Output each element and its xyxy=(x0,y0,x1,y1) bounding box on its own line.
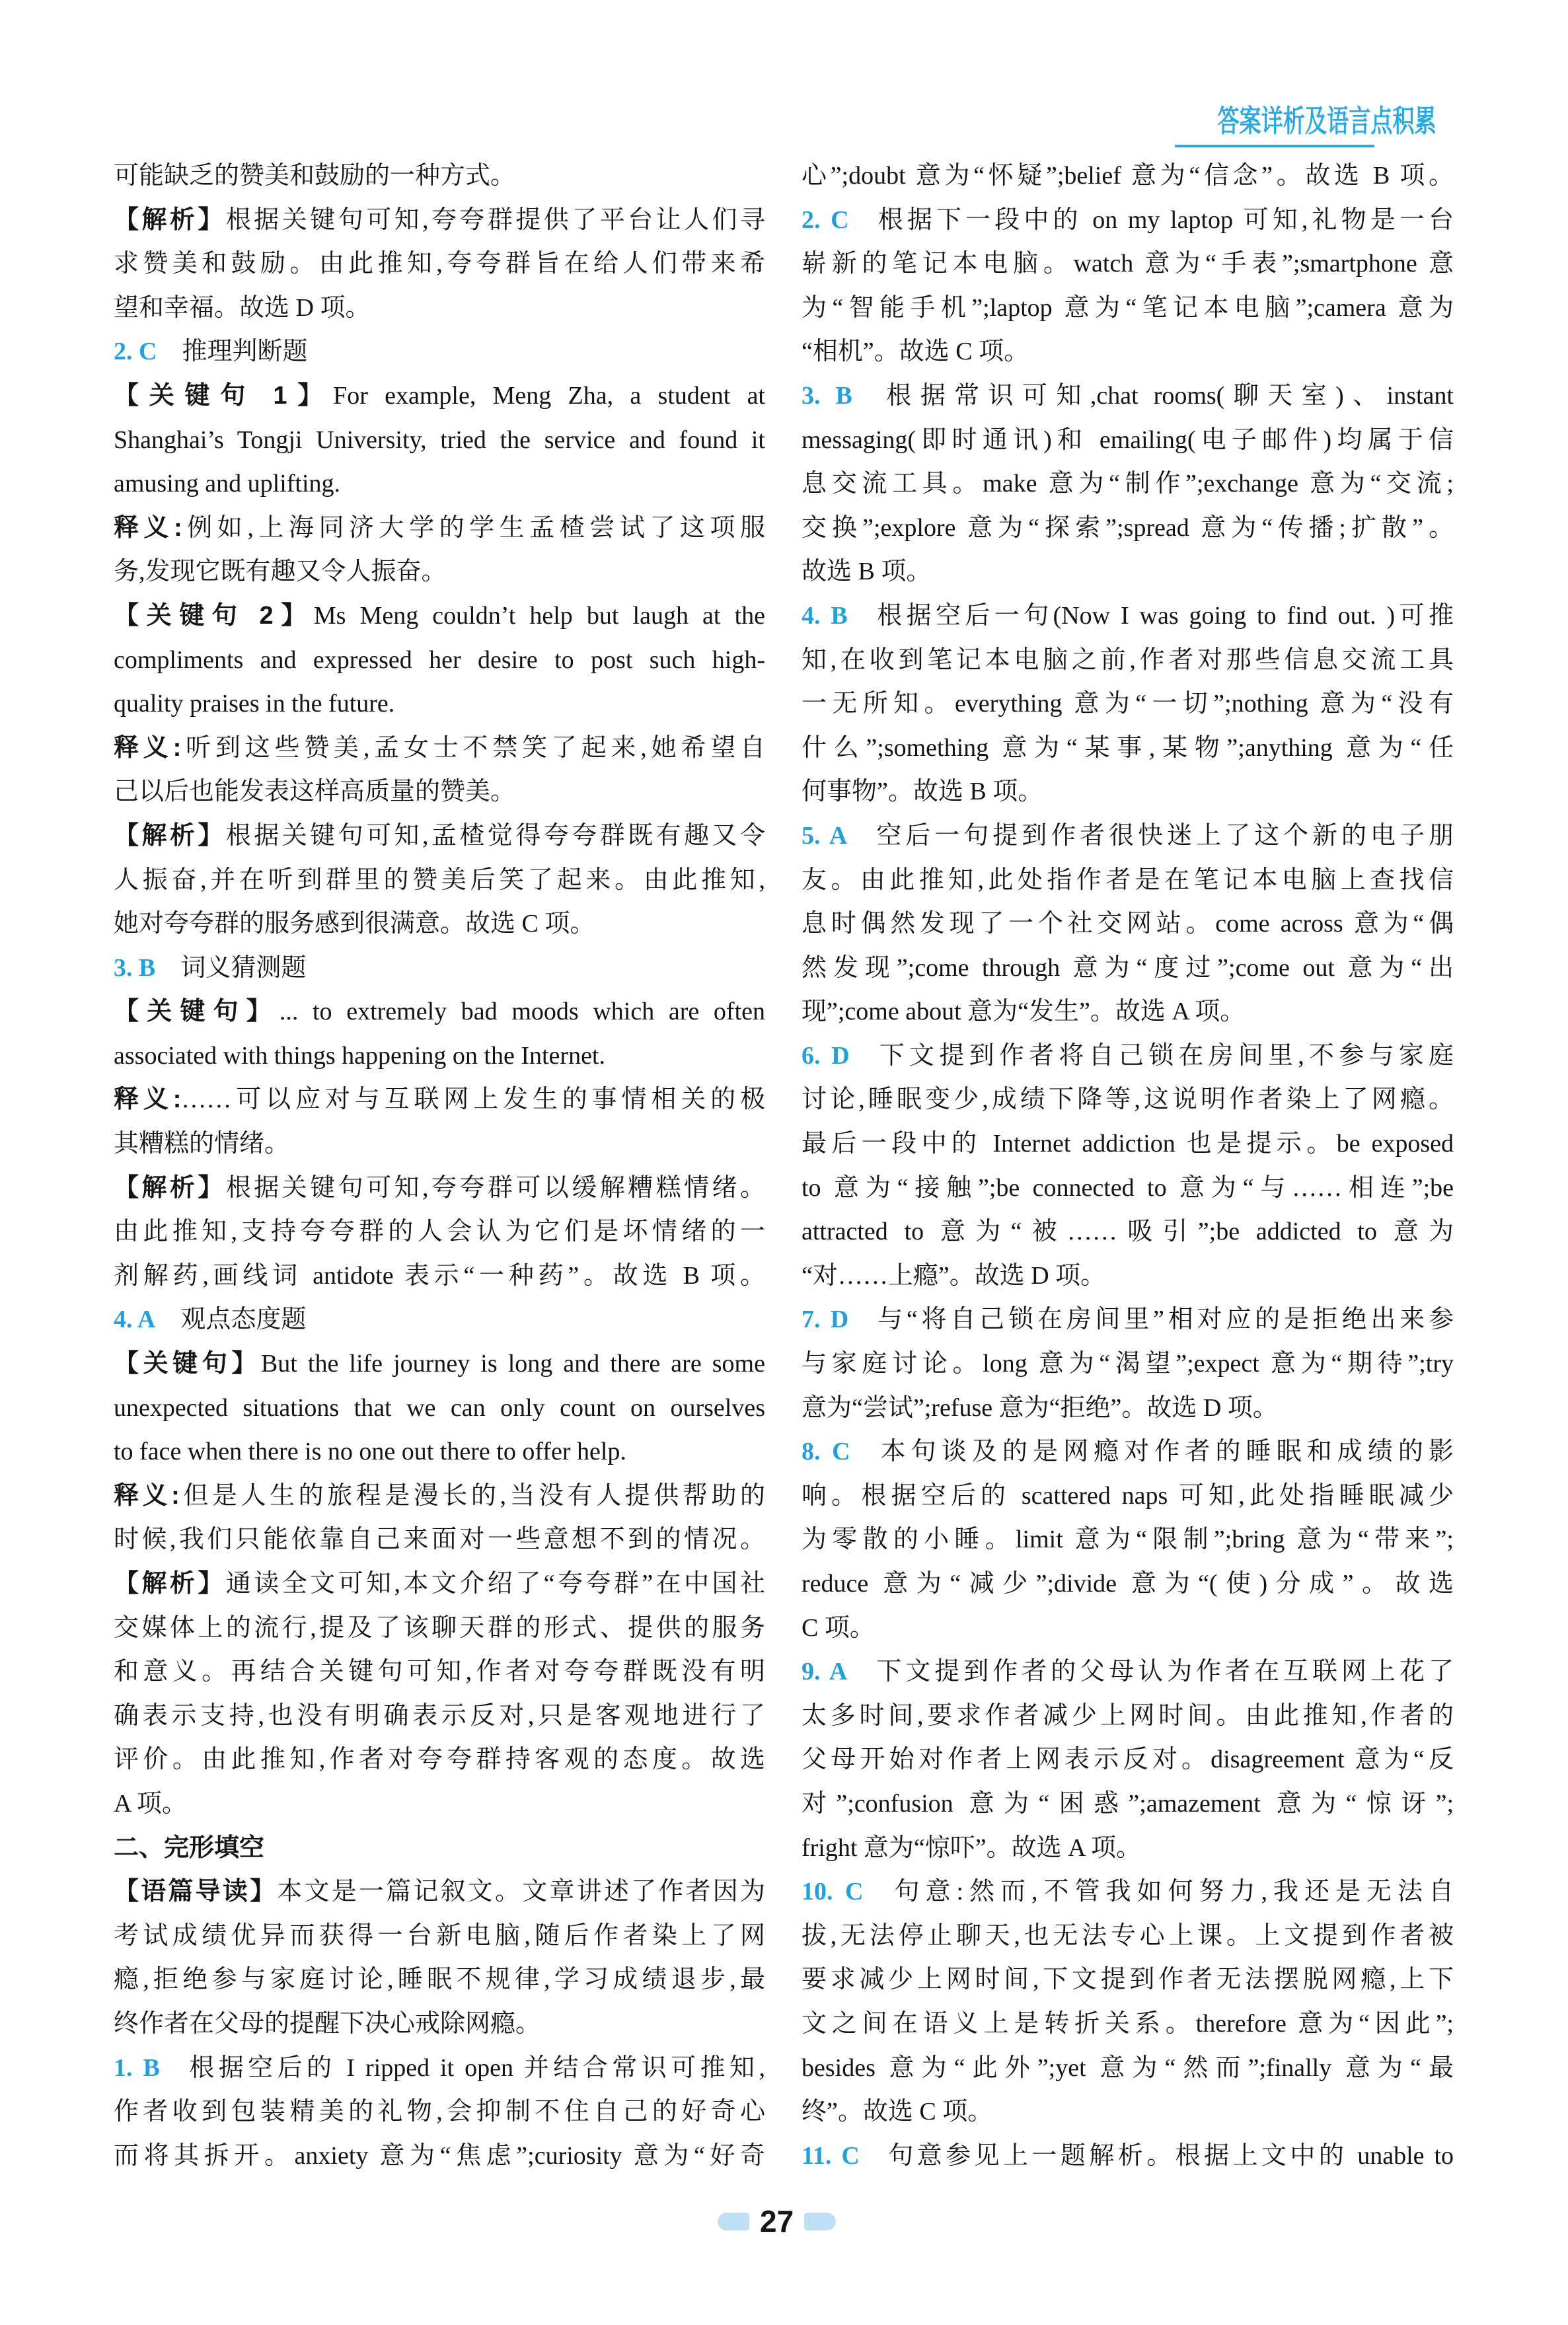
text-run: 文之间在语义上是转折关系。therefore 意为“因此”; xyxy=(802,2009,1454,2038)
text-run: 可能缺乏的赞美和鼓励的一种方式。 xyxy=(114,162,516,190)
text-run: “对……上瘾”。故选 D 项。 xyxy=(802,1261,1106,1290)
text-line xyxy=(114,902,765,946)
text-run: 为“智能手机”;laptop 意为“笔记本电脑”;camera 意为 xyxy=(802,293,1454,322)
text-run: ... to extremely bad moods which are often xyxy=(279,998,765,1026)
text-line xyxy=(802,1298,1454,1342)
text-line xyxy=(802,1562,1454,1606)
text-line xyxy=(802,198,1454,242)
section-label: 【解析】 xyxy=(114,1570,226,1598)
text-run: 根据下一段中的 on my laptop 可知,礼物是一台 xyxy=(874,205,1454,234)
text-run: ……可以应对与互联网上发生的事情相关的极 xyxy=(181,1086,765,1114)
text-run: associated with things happening on the Internet. xyxy=(114,1041,605,1070)
text-line xyxy=(802,1518,1454,1562)
text-line xyxy=(114,1342,765,1386)
text-run: 观点态度题 xyxy=(180,1306,307,1334)
text-line xyxy=(802,814,1454,858)
text-run: 何事物”。故选 B 项。 xyxy=(802,778,1043,806)
text-line xyxy=(114,2090,765,2134)
section-label: 【关键句】 xyxy=(114,1350,261,1378)
text-run: 本句谈及的是网瘾对作者的睡眠和成绩的影 xyxy=(875,1438,1454,1466)
text-run: quality praises in the future. xyxy=(114,690,395,718)
text-line xyxy=(802,1958,1454,2002)
text-line xyxy=(802,1826,1454,1870)
text-run: 交媒体上的流行,提及了该聊天群的形式、提供的服务 xyxy=(114,1613,765,1642)
answer-number: 2. C xyxy=(114,338,157,366)
text-line xyxy=(802,1870,1454,1914)
text-line xyxy=(114,638,765,683)
text-run: 崭新的笔记本电脑。watch 意为“手表”;smartphone 意 xyxy=(802,250,1454,278)
text-line xyxy=(802,1474,1454,1518)
text-line xyxy=(114,946,765,990)
section-label: 释义: xyxy=(114,513,182,542)
text-line xyxy=(114,1562,765,1606)
text-line xyxy=(114,1210,765,1254)
text-run: 根据常识可知,chat rooms(聊天室)、instant xyxy=(877,381,1454,410)
text-run: 现”;come about 意为“发生”。故选 A 项。 xyxy=(802,998,1246,1026)
text-run: For example, Meng Zha, a student at xyxy=(333,381,765,410)
text-line xyxy=(802,1342,1454,1386)
answer-number: 4. A xyxy=(114,1306,156,1334)
page-footer xyxy=(718,2204,836,2238)
text-run: to face when there is no one out there to offer help. xyxy=(114,1438,626,1466)
text-run: 确表示支持,也没有明确表示反对,只是客观地进行了 xyxy=(114,1701,765,1730)
text-line xyxy=(114,2002,765,2046)
text-run: 根据关键句可知,夸夸群可以缓解糟糕情绪。 xyxy=(225,1173,765,1202)
answer-number: 5. A xyxy=(802,821,848,850)
text-run: 句意:然而,不管我如何努力,我还是无法自 xyxy=(888,1878,1454,1906)
text-line xyxy=(802,1254,1454,1298)
section-label: 【解析】 xyxy=(114,1173,226,1202)
text-run: 她对夸夸群的服务感到很满意。故选 C 项。 xyxy=(114,910,595,938)
text-run: 根据关键句可知,夸夸群提供了平台让人们寻 xyxy=(225,205,765,234)
text-run: “相机”。故选 C 项。 xyxy=(802,338,1029,366)
text-run: 讨论,睡眠变少,成绩下降等,这说明作者染上了网瘾。 xyxy=(802,1086,1454,1114)
text-line xyxy=(114,1782,765,1826)
text-run: besides 意为“此外”;yet 意为“然而”;finally 意为“最 xyxy=(802,2053,1454,2082)
text-line xyxy=(114,154,765,198)
text-line xyxy=(802,1694,1454,1738)
text-run: 句意参见上一题解析。根据上文中的 unable to xyxy=(884,2141,1454,2170)
answer-number: 3. B xyxy=(114,953,156,982)
section-label: 【语篇导读】 xyxy=(114,1878,278,1906)
text-line xyxy=(802,2002,1454,2046)
text-line xyxy=(802,1210,1454,1254)
text-line xyxy=(802,1166,1454,1210)
answer-number: 7. D xyxy=(802,1306,849,1334)
answer-number: 3. B xyxy=(802,381,852,410)
text-run: 瘾,拒绝参与家庭讨论,睡眠不规律,学习成绩退步,最 xyxy=(114,1966,765,1994)
text-line xyxy=(114,990,765,1034)
text-run: 听到这些赞美,孟女士不禁笑了起来,她希望自 xyxy=(181,733,765,762)
text-line xyxy=(114,198,765,242)
text-run: reduce 意为“减少”;divide 意为“(使)分成”。故选 xyxy=(802,1570,1454,1598)
text-run: 求赞美和鼓励。由此推知,夸夸群旨在给人们带来希 xyxy=(114,250,765,278)
answer-number: 6. D xyxy=(802,1041,850,1070)
text-run: Ms Meng couldn’t help but laugh at the xyxy=(313,601,765,630)
page-title: 答案详析及语言点积累 xyxy=(1217,104,1437,138)
text-line xyxy=(114,2134,765,2178)
text-line xyxy=(802,1782,1454,1826)
text-run: 根据空后的 I ripped it open 并结合常识可推知, xyxy=(184,2053,765,2082)
text-line xyxy=(114,330,765,374)
text-run: 知,在收到笔记本电脑之前,作者对那些信息交流工具 xyxy=(802,646,1454,674)
answer-number: 11. C xyxy=(802,2141,860,2170)
text-line xyxy=(802,550,1454,594)
text-line xyxy=(802,638,1454,683)
text-run: A 项。 xyxy=(114,1789,187,1818)
text-line xyxy=(802,902,1454,946)
text-run: amusing and uplifting. xyxy=(114,470,341,498)
text-run: 终”。故选 C 项。 xyxy=(802,2098,993,2126)
text-run: 与“将自己锁在房间里”相对应的是拒绝出来参 xyxy=(874,1306,1454,1334)
text-run: 响。根据空后的 scattered naps 可知,此处指睡眠减少 xyxy=(802,1481,1454,1510)
text-line xyxy=(114,1166,765,1210)
text-line xyxy=(114,1650,765,1694)
text-line xyxy=(802,770,1454,814)
text-run: 一无所知。everything 意为“一切”;nothing 意为“没有 xyxy=(802,690,1454,718)
text-line xyxy=(114,374,765,418)
text-line xyxy=(114,858,765,903)
text-line xyxy=(114,1122,765,1166)
text-line xyxy=(114,1958,765,2002)
text-run: 望和幸福。故选 D 项。 xyxy=(114,293,371,322)
text-run: C 项。 xyxy=(802,1613,875,1642)
text-run: fright 意为“惊吓”。故选 A 项。 xyxy=(802,1833,1142,1862)
text-line xyxy=(114,1826,765,1870)
text-run: 故选 B 项。 xyxy=(802,558,932,586)
text-run: 作者收到包装精美的礼物,会抑制不住自己的好奇心 xyxy=(114,2098,765,2126)
text-line xyxy=(114,2046,765,2090)
text-run: 终作者在父母的提醒下决心戒除网瘾。 xyxy=(114,2009,541,2038)
text-run: 下文提到作者将自己锁在房间里,不参与家庭 xyxy=(874,1041,1454,1070)
text-line xyxy=(114,1298,765,1342)
text-run: 评价。由此推知,作者对夸夸群持客观的态度。故选 xyxy=(114,1746,765,1774)
text-run: 然发现”;come through 意为“度过”;come out 意为“出 xyxy=(802,953,1454,982)
text-line xyxy=(114,1254,765,1298)
text-line xyxy=(802,418,1454,462)
text-run: attracted to 意为“被……吸引”;be addicted to 意为 xyxy=(802,1218,1454,1246)
text-run: 时候,我们只能依靠自己来面对一些意想不到的情况。 xyxy=(114,1526,765,1554)
text-run: 和意义。再结合关键句可知,作者对夸夸群既没有明 xyxy=(114,1658,765,1686)
text-run: to 意为“接触”;be connected to 意为“与……相连”;be xyxy=(802,1173,1454,1202)
text-line xyxy=(802,2090,1454,2134)
text-line xyxy=(114,1386,765,1430)
text-line xyxy=(802,990,1454,1034)
text-run: messaging(即时通讯)和 emailing(电子邮件)均属于信 xyxy=(802,425,1454,454)
text-run: But the life journey is long and there are some xyxy=(260,1350,765,1378)
text-line xyxy=(802,154,1454,198)
answer-number: 1. B xyxy=(114,2053,160,2082)
text-run: 对”;confusion 意为“困惑”;amazement 意为“惊讶”; xyxy=(802,1789,1454,1818)
answer-number: 4. B xyxy=(802,601,848,630)
text-line xyxy=(114,1738,765,1782)
text-line xyxy=(802,726,1454,770)
text-line xyxy=(802,286,1454,330)
text-line xyxy=(114,1078,765,1122)
answer-number: 8. C xyxy=(802,1438,850,1466)
text-line xyxy=(802,1738,1454,1782)
section-label: 释义: xyxy=(114,733,182,762)
section-label: 二、完形填空 xyxy=(114,1833,265,1862)
text-run: 心”;doubt 意为“怀疑”;belief 意为“信念”。故选 B 项。 xyxy=(802,162,1454,190)
footer-left-pill-decoration xyxy=(718,2213,749,2231)
text-line xyxy=(802,1034,1454,1078)
text-line xyxy=(114,770,765,814)
text-line xyxy=(802,1606,1454,1650)
text-line xyxy=(114,462,765,506)
text-line xyxy=(802,1078,1454,1122)
text-run: 务,发现它既有趣又令人振奋。 xyxy=(114,558,447,586)
footer-right-pill-decoration xyxy=(804,2213,836,2231)
text-line xyxy=(114,726,765,770)
text-run: 而将其拆开。anxiety 意为“焦虑”;curiosity 意为“好奇 xyxy=(114,2141,765,2170)
text-line xyxy=(802,682,1454,726)
text-line xyxy=(114,1034,765,1078)
text-run: 息时偶然发现了一个社交网站。come across 意为“偶 xyxy=(802,910,1454,938)
text-run: 剂解药,画线词 antidote 表示“一种药”。故选 B 项。 xyxy=(114,1261,765,1290)
text-run: 与家庭讨论。long 意为“渴望”;expect 意为“期待”;try xyxy=(802,1350,1454,1378)
text-line xyxy=(114,1914,765,1958)
text-run: 什么”;something 意为“某事,某物”;anything 意为“任 xyxy=(802,733,1454,762)
text-line xyxy=(114,550,765,594)
text-line xyxy=(114,1606,765,1650)
text-line xyxy=(802,1914,1454,1958)
text-line xyxy=(114,1518,765,1562)
text-line xyxy=(802,946,1454,990)
text-line xyxy=(114,1474,765,1518)
text-run: 意为“尝试”;refuse 意为“拒绝”。故选 D 项。 xyxy=(802,1393,1278,1422)
text-line xyxy=(114,1430,765,1474)
text-line xyxy=(802,242,1454,286)
page-number: 27 xyxy=(760,2204,794,2238)
text-run: 其糟糕的情绪。 xyxy=(114,1130,290,1158)
text-line xyxy=(802,858,1454,903)
section-label: 【关键句 1】 xyxy=(114,381,334,410)
text-run: 词义猜测题 xyxy=(180,953,307,982)
text-line xyxy=(114,814,765,858)
text-run: unexpected situations that we can only count on ourselves xyxy=(114,1393,765,1422)
text-line xyxy=(802,330,1454,374)
text-run: 交换”;explore 意为“探索”;spread 意为“传播;扩散”。 xyxy=(802,513,1454,542)
text-run: 最后一段中的 Internet addiction 也是提示。be exposed xyxy=(802,1130,1454,1158)
text-line xyxy=(802,1430,1454,1474)
section-label: 释义: xyxy=(114,1481,180,1510)
text-line xyxy=(802,1122,1454,1166)
text-run: 父母开始对作者上网表示反对。disagreement 意为“反 xyxy=(802,1746,1454,1774)
text-run: 太多时间,要求作者减少上网时间。由此推知,作者的 xyxy=(802,1701,1454,1730)
text-line xyxy=(802,594,1454,638)
text-run: 考试成绩优异而获得一台新电脑,随后作者染上了网 xyxy=(114,1921,765,1950)
text-line xyxy=(114,506,765,550)
answer-number: 10. C xyxy=(802,1878,864,1906)
text-line xyxy=(114,242,765,286)
text-line xyxy=(802,506,1454,550)
text-run: compliments and expressed her desire to post such high- xyxy=(114,646,765,674)
text-line xyxy=(114,682,765,726)
text-run: 由此推知,支持夸夸群的人会认为它们是坏情绪的一 xyxy=(114,1218,765,1246)
text-line xyxy=(114,594,765,638)
text-run: 息交流工具。make 意为“制作”;exchange 意为“交流; xyxy=(802,470,1454,498)
text-run: 己以后也能发表这样高质量的赞美。 xyxy=(114,778,516,806)
text-run: 友。由此推知,此处指作者是在笔记本电脑上查找信 xyxy=(802,866,1454,894)
text-run: 例如,上海同济大学的学生孟楂尝试了这项服 xyxy=(182,513,765,542)
section-label: 释义: xyxy=(114,1086,182,1114)
text-line xyxy=(802,2134,1454,2178)
text-run: Shanghai’s Tongji University, tried the service and found it xyxy=(114,425,765,454)
text-run: 通读全文可知,本文介绍了“夸夸群”在中国社 xyxy=(225,1570,765,1598)
text-run: 但是人生的旅程是漫长的,当没有人提供帮助的 xyxy=(179,1481,765,1510)
right-column xyxy=(802,154,1454,2178)
left-column xyxy=(114,154,765,2178)
text-run: 下文提到作者的父母认为作者在互联网上花了 xyxy=(872,1658,1454,1686)
answer-number: 2. C xyxy=(802,205,849,234)
text-line xyxy=(802,1386,1454,1430)
text-run: 推理判断题 xyxy=(182,338,308,366)
section-label: 【解析】 xyxy=(114,821,226,850)
section-label: 【关键句】 xyxy=(114,998,280,1026)
text-line xyxy=(802,2046,1454,2090)
text-line xyxy=(802,1650,1454,1694)
text-line xyxy=(802,462,1454,506)
text-run: 人振奋,并在听到群里的赞美后笑了起来。由此推知, xyxy=(114,866,765,894)
text-run: 根据关键句可知,孟楂觉得夸夸群既有趣又令 xyxy=(225,821,765,850)
text-line xyxy=(114,286,765,330)
text-line xyxy=(114,1694,765,1738)
text-run: 本文是一篇记叙文。文章讲述了作者因为 xyxy=(277,1878,765,1906)
answer-number: 9. A xyxy=(802,1658,848,1686)
text-run: 空后一句提到作者很快迷上了这个新的电子朋 xyxy=(872,821,1454,850)
text-line xyxy=(802,374,1454,418)
text-line xyxy=(114,418,765,462)
section-label: 【解析】 xyxy=(114,205,226,234)
text-run: 拔,无法停止聊天,也无法专心上课。上文提到作者被 xyxy=(802,1921,1454,1950)
text-line xyxy=(114,1870,765,1914)
section-label: 【关键句 2】 xyxy=(114,601,314,630)
text-run: 为零散的小睡。limit 意为“限制”;bring 意为“带来”; xyxy=(802,1526,1454,1554)
text-run: 要求减少上网时间,下文提到作者无法摆脱网瘾,上下 xyxy=(802,1966,1454,1994)
page-header xyxy=(1175,104,1437,147)
text-run: 根据空后一句(Now I was going to find out. )可推 xyxy=(872,601,1454,630)
